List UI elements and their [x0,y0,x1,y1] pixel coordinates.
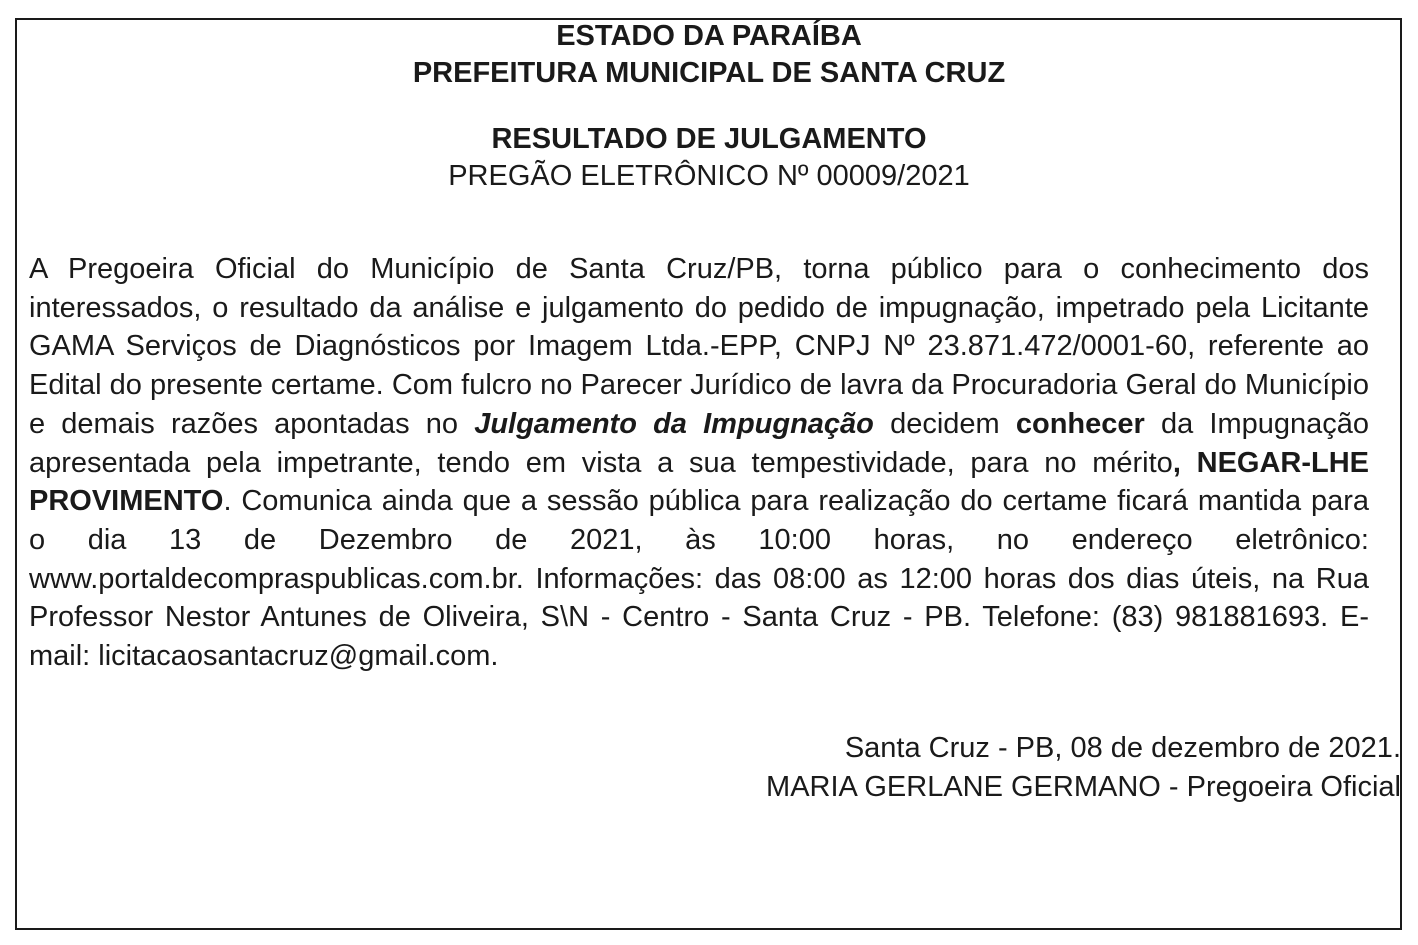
signoff [766,729,1401,807]
body-part-1: A Pregoeira Oficial do Município de Santa Cruz/PB, torna público para o conhecimento dos interessados, o resultado da análise e julgamento do pedido de impugnação, impetrado pela Licitante GAMA Serviços de Diagnósticos por Imagem Ltda.-EPP, CNPJ Nº 23.871.472/0001-60, referente ao Edital do presente certame. Com fulcro no Parecer Jurídico de lavra da Procuradoria Geral do Município e demais razões apontadas no [29,253,1369,440]
body-part-4: . Comunica ainda que a sessão pública para realização do certame ficará mantida para o dia 13 de Dezembro de 2021, às 10:00 horas, no endereço eletrônico: www.portaldecompraspublicas.com.br. Informações: das 08:00 as 12:00 horas dos dias úteis, na Rua Professor Nestor Antunes de Oliveira, S\N - Centro - Santa Cruz - PB. Telefone: (83) 981881693. E-mail: licitacaosantacruz@gmail.com. [29,485,1369,673]
place-date: Santa Cruz - PB, 08 de dezembro de 2021. [844,732,1401,764]
notice-header [0,18,1418,195]
notice-title: RESULTADO DE JULGAMENTO [491,123,927,155]
signatory: MARIA GERLANE GERMANO - Pregoeira Oficial [766,771,1401,803]
city-hall-heading: PREFEITURA MUNICIPAL DE SANTA CRUZ [412,57,1006,89]
body-part-2: decidem [873,407,1016,440]
notice-body [29,250,1369,676]
notice-subtitle: PREGÃO ELETRÔNICO Nº 00009/2021 [448,160,970,192]
deny-emphasis: , NEGAR-LHE PROVIMENTO [29,446,1370,518]
judgment-emphasis: Julgamento da Impugnação [474,407,874,440]
state-heading: ESTADO DA PARAÍBA [556,20,862,52]
body-part-3: da Impugnação apresentada pela impetrante, tendo em vista a sua tempestividade, para no mérito [29,407,1370,479]
know-emphasis: conhecer [1015,407,1145,440]
